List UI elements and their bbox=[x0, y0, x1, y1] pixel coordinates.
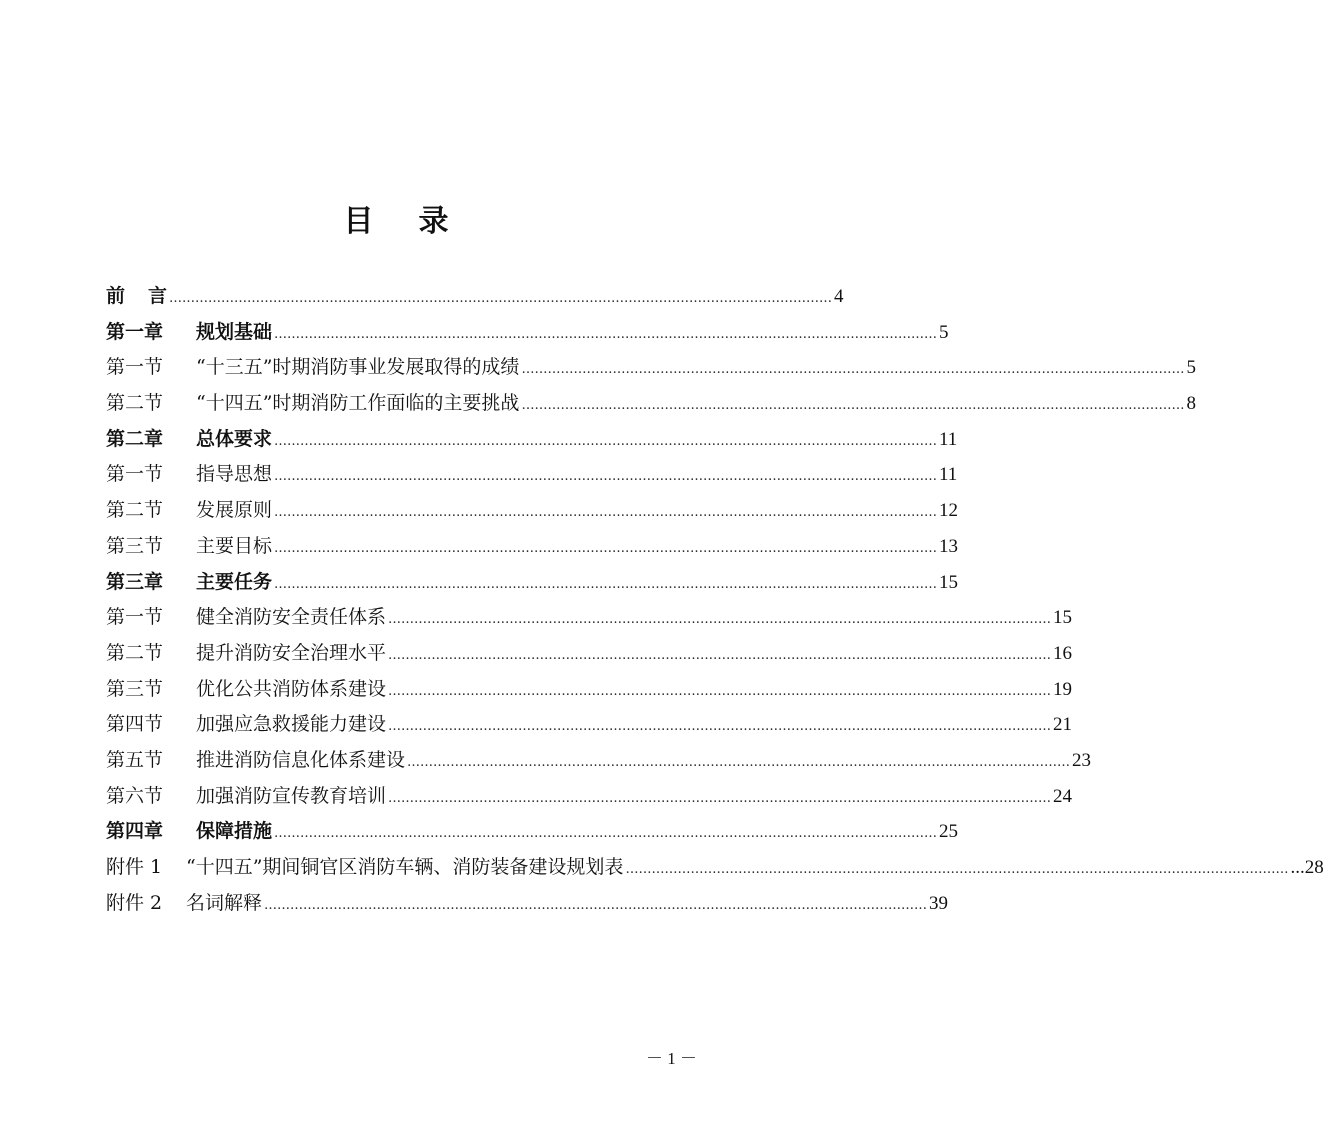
toc-leader-dots: ……………………………………………………………………………………………………………………………………… bbox=[407, 754, 1071, 770]
toc-entry-title: 主要任务 bbox=[196, 570, 273, 593]
toc-entry-number: 第二章 bbox=[106, 427, 164, 450]
toc-leader-dots: ……………………………………………………………………………………………………………………………………… bbox=[521, 398, 1185, 414]
toc-entry-page: 11 bbox=[939, 428, 958, 450]
toc-entry[interactable] bbox=[106, 279, 844, 315]
toc-leader-dots: ……………………………………………………………………………………………………………………………………… bbox=[625, 862, 1289, 877]
toc-entry-page: 19 bbox=[1053, 678, 1073, 700]
toc-entry-page: 25 bbox=[939, 821, 959, 843]
toc-entry-title: 发展原则 bbox=[196, 499, 273, 522]
toc-entry[interactable] bbox=[106, 850, 1324, 886]
toc-entry-page: 23 bbox=[1072, 749, 1092, 771]
toc-entry-page: 21 bbox=[1053, 714, 1073, 736]
toc-leader-dots: ……………………………………………………………………………………………………………………………………… bbox=[274, 505, 938, 521]
toc-entry[interactable] bbox=[106, 457, 958, 493]
toc-entry-number: 第五节 bbox=[106, 748, 164, 771]
toc-entry-title: 指导思想 bbox=[196, 463, 273, 486]
toc-entry-page: 5 bbox=[939, 321, 949, 343]
toc-entry-number: 第二节 bbox=[106, 641, 164, 664]
toc-leader-dots: ……………………………………………………………………………………………………………………………………… bbox=[274, 433, 938, 449]
toc-entry-number: 第三节 bbox=[106, 677, 164, 700]
toc-entry-title: 主要目标 bbox=[196, 534, 273, 557]
toc-entry-label bbox=[106, 565, 272, 601]
toc-entry-number: 第六节 bbox=[106, 784, 164, 807]
toc-entry-number: 第三章 bbox=[106, 570, 164, 593]
toc-entry-title: 健全消防安全责任体系 bbox=[196, 606, 387, 629]
toc-entry[interactable] bbox=[106, 636, 1073, 672]
toc-entry-label bbox=[106, 707, 386, 743]
toc-entry[interactable] bbox=[106, 350, 1196, 386]
toc-entry-title: 提升消防安全治理水平 bbox=[196, 641, 387, 664]
toc-entry-page: 5 bbox=[1186, 357, 1196, 379]
toc-entry-page: 11 bbox=[939, 464, 958, 486]
toc-entry[interactable] bbox=[106, 779, 1073, 815]
toc-entry[interactable] bbox=[106, 529, 959, 565]
toc-entry-title: 优化公共消防体系建设 bbox=[196, 677, 387, 700]
toc-entry-label bbox=[106, 279, 167, 315]
toc-entry[interactable] bbox=[106, 886, 949, 922]
toc-entry-number: 第二节 bbox=[106, 392, 164, 415]
toc-entry-page: 4 bbox=[834, 286, 844, 307]
toc-leader-dots: ……………………………………………………………………………………………………………………………………… bbox=[264, 897, 928, 913]
toc-entry-label bbox=[106, 636, 386, 672]
toc-entry-number: 第三节 bbox=[106, 534, 164, 557]
toc-entry[interactable] bbox=[106, 743, 1092, 779]
toc-entry[interactable] bbox=[106, 814, 959, 850]
toc-entry-page: 24 bbox=[1053, 785, 1073, 807]
toc-entry-label bbox=[106, 814, 272, 850]
toc-entry-label bbox=[106, 386, 519, 422]
toc-entry-number: 第四章 bbox=[106, 820, 164, 843]
toc-leader-dots: ……………………………………………………………………………………………………………………………………… bbox=[274, 576, 938, 592]
toc-entry[interactable] bbox=[106, 600, 1073, 636]
toc-leader-dots: ……………………………………………………………………………………………………………………………………… bbox=[388, 683, 1052, 699]
toc-leader-dots: ……………………………………………………………………………………………………………………………………… bbox=[274, 826, 938, 842]
toc-leader-dots: ……………………………………………………………………………………………………………………………………… bbox=[388, 647, 1052, 663]
toc-entry[interactable] bbox=[106, 422, 958, 458]
toc-entry-label bbox=[106, 493, 272, 529]
toc-entry-number: 附件 2 bbox=[106, 891, 163, 914]
toc-entry-label bbox=[106, 350, 519, 386]
toc-entry-title: “十四五”期间铜官区消防车辆、消防装备建设规划表 bbox=[186, 856, 624, 878]
toc-entry-title: 名词解释 bbox=[186, 891, 263, 914]
toc-entry-label bbox=[106, 422, 272, 458]
toc-entry-number: 第一章 bbox=[106, 320, 164, 343]
toc-entry-label bbox=[106, 457, 272, 493]
toc-entry-page: ...28 bbox=[1290, 857, 1324, 878]
toc-entry[interactable] bbox=[106, 565, 959, 601]
toc-leader-dots: ……………………………………………………………………………………………………………………………………… bbox=[521, 362, 1185, 378]
toc-entry-page: 15 bbox=[939, 571, 959, 593]
toc-entry-number: 前 bbox=[106, 285, 126, 307]
toc-leader-dots: ……………………………………………………………………………………………………………………………………… bbox=[388, 790, 1052, 806]
page-title bbox=[0, 196, 793, 240]
toc-entry-title: 总体要求 bbox=[196, 427, 273, 450]
toc-entry-page: 12 bbox=[939, 500, 959, 522]
toc-entry[interactable] bbox=[106, 493, 959, 529]
toc-leader-dots: ……………………………………………………………………………………………………………………………………… bbox=[388, 612, 1052, 628]
toc-entry-number: 第一节 bbox=[106, 606, 164, 629]
toc-entry-page: 39 bbox=[929, 892, 949, 914]
toc-entry-label bbox=[106, 886, 262, 922]
toc-entry-number: 附件 1 bbox=[106, 856, 163, 878]
toc-entry-title: 言 bbox=[148, 285, 168, 307]
toc-leader-dots: ……………………………………………………………………………………………………………………………………… bbox=[274, 326, 938, 342]
toc-entry[interactable] bbox=[106, 672, 1073, 708]
toc-leader-dots: ……………………………………………………………………………………………………………………………………… bbox=[274, 469, 938, 485]
toc-entry-title: 加强应急救援能力建设 bbox=[196, 713, 387, 736]
toc-entry-label bbox=[106, 672, 386, 708]
toc-entry-label bbox=[106, 600, 386, 636]
title-char-1: 目 bbox=[343, 204, 375, 239]
toc-entry-title: 加强消防宣传教育培训 bbox=[196, 784, 387, 807]
toc-entry-page: 16 bbox=[1053, 642, 1073, 664]
table-of-contents bbox=[106, 279, 1324, 921]
toc-entry-label bbox=[106, 743, 405, 779]
toc-entry-number: 第四节 bbox=[106, 713, 164, 736]
toc-entry-title: 保障措施 bbox=[196, 820, 273, 843]
toc-entry-number: 第二节 bbox=[106, 499, 164, 522]
toc-entry-page: 13 bbox=[939, 535, 959, 557]
toc-entry-page: 8 bbox=[1186, 393, 1196, 415]
title-char-2: 录 bbox=[418, 204, 450, 239]
toc-entry[interactable] bbox=[106, 707, 1073, 743]
toc-entry-label bbox=[106, 779, 386, 815]
toc-entry[interactable] bbox=[106, 315, 949, 351]
toc-leader-dots: ……………………………………………………………………………………………………………………………………… bbox=[169, 291, 833, 306]
toc-entry-number: 第一节 bbox=[106, 356, 164, 379]
toc-entry-title: 规划基础 bbox=[196, 320, 273, 343]
toc-entry-label bbox=[106, 315, 272, 351]
toc-entry-title: “十四五”时期消防工作面临的主要挑战 bbox=[196, 392, 520, 415]
toc-entry-title: 推进消防信息化体系建设 bbox=[196, 748, 406, 771]
toc-entry-title: “十三五”时期消防事业发展取得的成绩 bbox=[196, 356, 520, 379]
page-number: － 1 － bbox=[646, 1049, 697, 1068]
toc-entry-number: 第一节 bbox=[106, 463, 164, 486]
toc-entry[interactable] bbox=[106, 386, 1196, 422]
toc-entry-label bbox=[106, 529, 272, 565]
toc-leader-dots: ……………………………………………………………………………………………………………………………………… bbox=[388, 719, 1052, 735]
toc-entry-label bbox=[106, 850, 623, 886]
toc-entry-page: 15 bbox=[1053, 607, 1073, 629]
toc-leader-dots: ……………………………………………………………………………………………………………………………………… bbox=[274, 540, 938, 556]
